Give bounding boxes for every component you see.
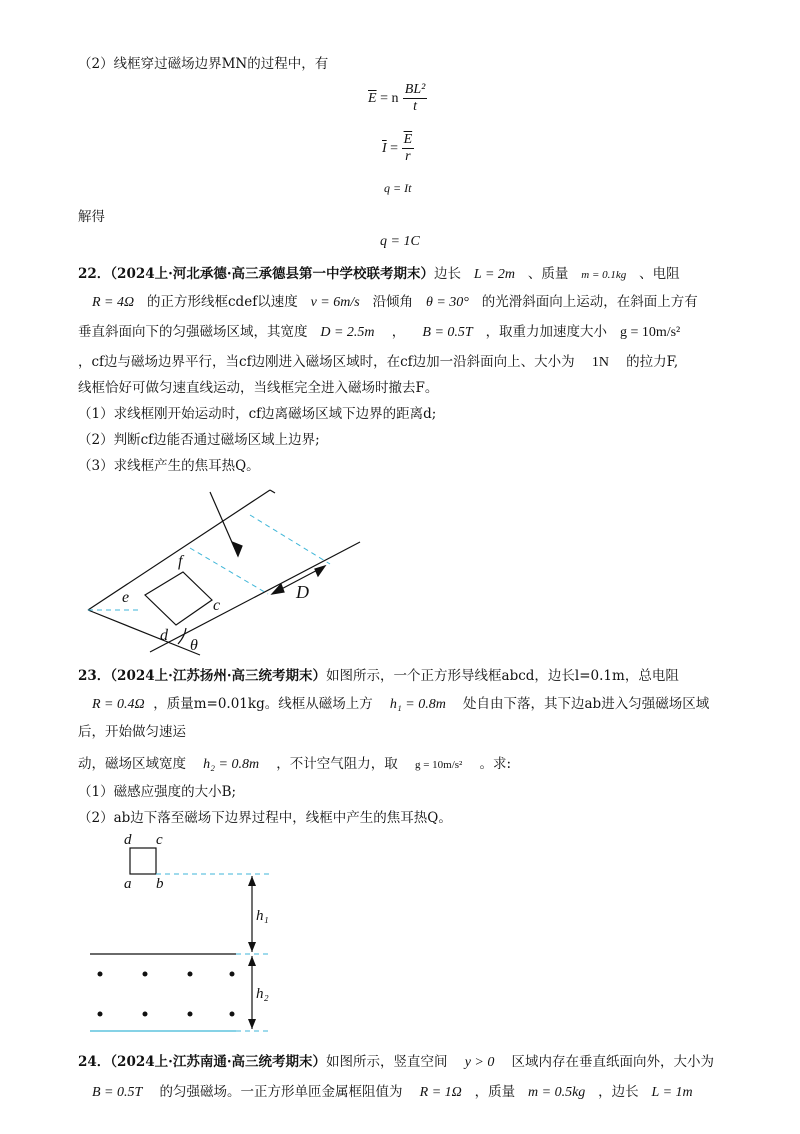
incline-corner — [270, 490, 275, 493]
text: 的匀强磁场。一正方形单匝金属框阻值为 — [159, 1084, 403, 1100]
problem-23-question-2: （2）ab边下落至磁场下边界过程中，线框中产生的焦耳热Q。 — [78, 810, 452, 826]
value-h2: h₂ = 0.8m — [203, 757, 260, 772]
text: 垂直斜面向下的匀强磁场区域，其宽度 — [78, 324, 308, 340]
text: 处自由下落，其下边ab进入匀强磁场区域 — [463, 696, 710, 712]
value-mass: m = 0.5kg — [528, 1085, 586, 1100]
value-mass: m = 0.1kg — [581, 269, 627, 281]
square-frame-cdef — [145, 572, 212, 625]
incline-left-slant — [88, 610, 200, 655]
problem-24-line-2 — [92, 1082, 693, 1103]
text: 、电阻 — [639, 266, 680, 282]
text: ，质量m=0.01kg。线框从磁场上方 — [153, 696, 373, 712]
angle-arc — [178, 628, 186, 644]
value-force: 1N — [591, 355, 609, 370]
problem-24-line-1 — [78, 1052, 714, 1073]
label-theta: θ — [190, 637, 198, 654]
field-dot — [188, 1012, 193, 1017]
value-gravity: g = 10m/s² — [619, 325, 681, 340]
problem-24-number: 24． — [78, 1054, 111, 1070]
problem-22-line-5: 线框恰好可做匀速直线运动，当线框完全进入磁场时撤去F。 — [78, 380, 439, 396]
h1-arrow-bottom — [248, 942, 256, 952]
value-h1: h₁ = 0.8m — [389, 697, 446, 712]
emf-numerator: BL² — [404, 82, 426, 97]
problem-23-question-1: （1）磁感应强度的大小B; — [78, 784, 237, 800]
field-lower-boundary — [190, 548, 268, 594]
field-dot — [188, 972, 193, 977]
value-region: y > 0 — [464, 1055, 495, 1070]
text: ， — [391, 324, 406, 340]
field-upper-boundary — [250, 515, 330, 564]
problem-23-line-1 — [78, 666, 679, 686]
label-c: c — [156, 832, 163, 848]
field-dot — [143, 972, 148, 977]
label-b: b — [156, 876, 164, 892]
text: ，取重力加速度大小 — [485, 324, 608, 340]
problem-23-line-4 — [78, 754, 511, 775]
problem-23-line-3: 后，开始做匀速运 — [78, 724, 186, 740]
field-arrow-head — [232, 542, 242, 556]
label-e: e — [122, 589, 130, 606]
h1-arrow-top — [248, 876, 256, 886]
problem-23-line-2 — [92, 694, 709, 715]
equation-charge-result: q = 1C — [380, 234, 420, 249]
equation-charge: q = It — [384, 181, 412, 195]
value-angle: θ = 30° — [425, 295, 469, 310]
current-equals: = — [386, 141, 402, 156]
value-velocity: v = 6m/s — [310, 295, 360, 310]
field-dot — [230, 972, 235, 977]
problem-22-question-2: （2）判断cf边能否通过磁场区域上边界; — [78, 432, 320, 448]
value-field: B = 0.5T — [92, 1085, 143, 1100]
field-dot — [230, 1012, 235, 1017]
current-numerator: $\overline{E}$ — [403, 132, 413, 147]
width-arrow-head-right — [315, 566, 325, 576]
label-width-D: D — [296, 582, 309, 602]
square-frame-abcd — [130, 848, 156, 874]
solution-part2-intro: （2）线框穿过磁场边界MN的过程中，有 — [78, 56, 329, 72]
label-d: d — [124, 832, 132, 848]
value-resistance: R = 1Ω — [419, 1085, 462, 1100]
text: 的拉力F, — [626, 354, 679, 370]
text: 边长 — [434, 266, 462, 282]
value-side-length: L = 2m — [473, 267, 515, 282]
problem-23-source: （2024上·江苏扬州·高三统考期末） — [110, 668, 327, 684]
field-dot — [143, 1012, 148, 1017]
text: 动，磁场区域宽度 — [78, 756, 186, 772]
emf-equals: = n — [376, 91, 399, 106]
current-symbol: $\overline{I}$ — [382, 141, 387, 156]
problem-22-question-3: （3）求线框产生的焦耳热Q。 — [78, 458, 260, 474]
text: ，质量 — [474, 1084, 516, 1100]
label-h1: h₁ — [256, 908, 269, 924]
figure-23-falling-frame — [90, 832, 272, 1031]
emf-denominator: t — [413, 99, 417, 114]
value-side-length: L = 1m — [651, 1085, 693, 1100]
solve-label: 解得 — [78, 209, 105, 225]
value-field: B = 0.5T — [422, 325, 473, 340]
field-dot — [98, 1012, 103, 1017]
value-gravity: g = 10m/s² — [414, 759, 463, 771]
current-denominator: r — [405, 149, 411, 164]
label-c: c — [213, 597, 221, 614]
text: ，不计空气阻力，取 — [276, 756, 398, 772]
problem-24-source: （2024上·江苏南通·高三统考期末） — [110, 1054, 327, 1070]
text: 区域内存在垂直纸面向外，大小为 — [511, 1054, 715, 1070]
label-d: d — [160, 627, 168, 644]
text: 沿倾角 — [372, 294, 414, 310]
text: ，边长 — [598, 1084, 639, 1100]
value-width: D = 2.5m — [320, 325, 375, 340]
text: 如图所示，竖直空间 — [326, 1054, 448, 1070]
h2-arrow-top — [248, 956, 256, 966]
text: 的正方形线框cdef以速度 — [147, 294, 298, 310]
value-resistance: R = 4Ω — [92, 295, 135, 310]
label-a: a — [124, 876, 132, 892]
text: 的光滑斜面向上运动，在斜面上方有 — [481, 294, 698, 310]
label-h2: h₂ — [256, 986, 269, 1002]
text: ，cf边与磁场边界平行，当cf边刚进入磁场区域时，在cf边加一沿斜面向上、大小为 — [78, 354, 575, 370]
text: 如图所示，一个正方形导线框abcd，边长l=0.1m，总电阻 — [326, 668, 679, 684]
value-resistance: R = 0.4Ω — [92, 697, 145, 712]
label-f: f — [178, 553, 183, 570]
text: 、质量 — [527, 266, 569, 282]
problem-22-source: （2024上·河北承德·高三承德县第一中学校联考期末） — [110, 266, 435, 282]
h2-arrow-bottom — [248, 1019, 256, 1029]
problem-23-number: 23． — [78, 668, 111, 684]
field-dot — [98, 972, 103, 977]
incline-back-edge — [88, 490, 270, 610]
problem-22-number: 22． — [78, 266, 111, 282]
text: 。求: — [479, 756, 512, 772]
problem-22-question-1: （1）求线框刚开始运动时，cf边离磁场区域下边界的距离d; — [78, 406, 437, 422]
emf-symbol: $\overline{E}$ — [368, 91, 377, 106]
